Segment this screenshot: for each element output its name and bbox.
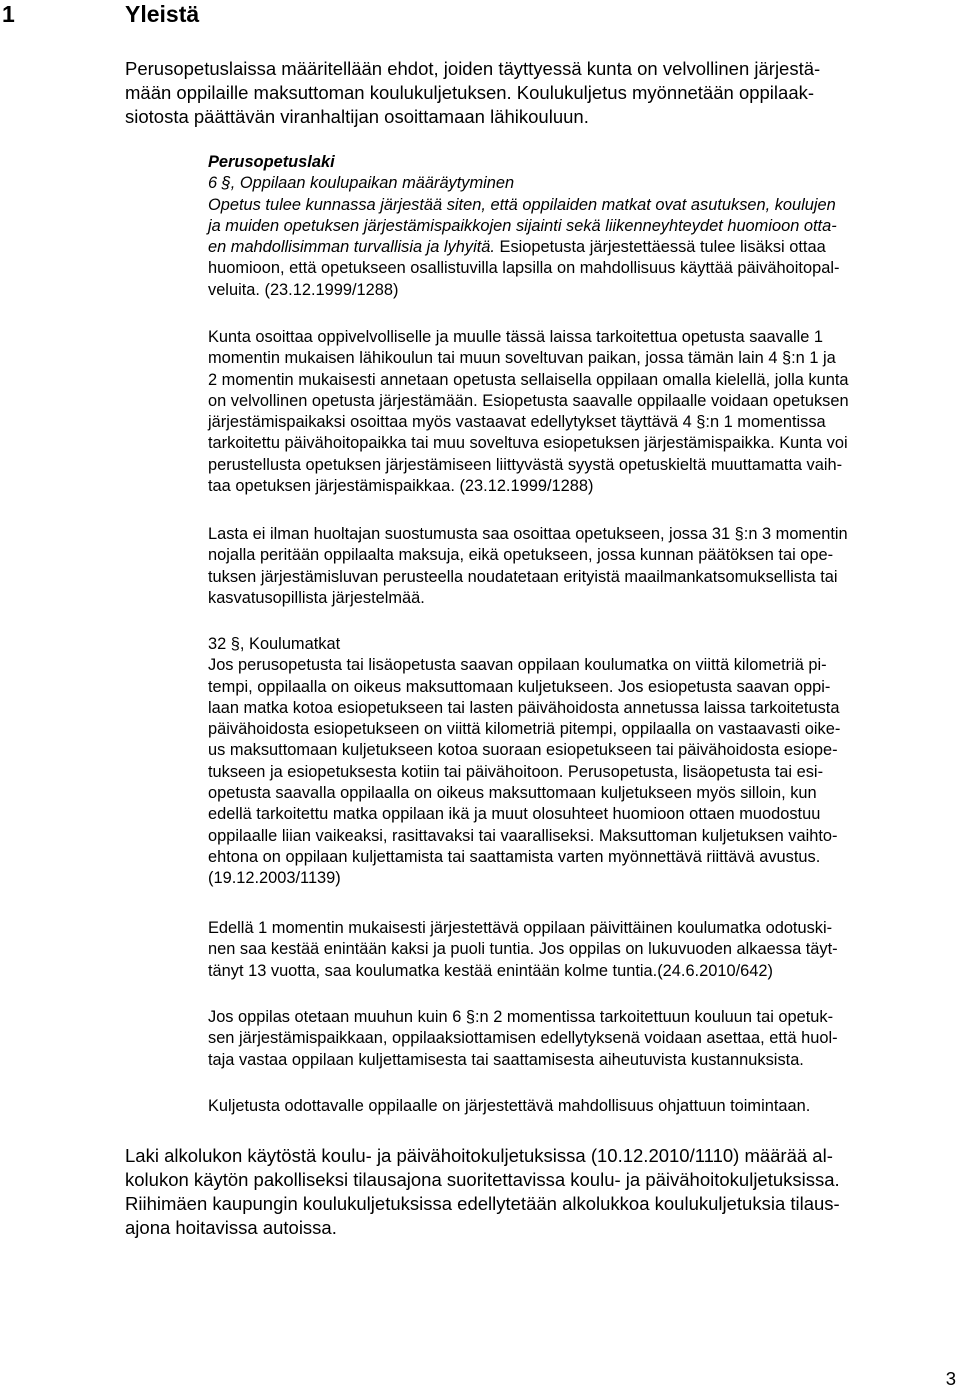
closing-line: kolukon käytön pakolliseksi tilausajona suoritettavissa koulu- ja päivähoitokuljetuksissa. (125, 1169, 840, 1190)
section-number: 1 (2, 1, 15, 27)
law-quote-section-32 (208, 634, 953, 890)
intro-paragraph (125, 57, 925, 129)
quote-line: tukseen ja esiopetuksesta kotiin tai päivähoitoon. Perusopetusta, lisäopetusta tai esi- (208, 762, 824, 781)
quote-line: tänyt 13 vuotta, saa koulumatka kestää enintään kolme tuntia.(24.6.2010/642) (208, 961, 773, 980)
quote-line-mixed (208, 237, 953, 258)
section-32-paragraph-3 (208, 1007, 953, 1071)
quote-line: 2 momentin mukaisesti annetaan opetusta sellaisella oppilaan omalla kielellä, jolla kunta (208, 370, 849, 389)
quote-line: Lasta ei ilman huoltajan suostumusta saa osoittaa opetukseen, jossa 31 §:n 3 momentin (208, 525, 848, 543)
quote-line: ehtona on oppilaan kuljettamista tai saattamista varten myönnettävä riittävä avustus. (208, 847, 821, 866)
quote-line: us maksuttomaan kuljetukseen kotoa suoraan esiopetukseen tai päivähoidosta esiope- (208, 741, 838, 760)
quote-line: laan matka kotoa esiopetukseen tai lasten päivähoidosta annetussa laissa tarkoitetusta (208, 698, 840, 717)
quote-line: edellä tarkoitettu matka oppilaan ikä ja muut olosuhteet huomioon ottaen muodostuu (208, 805, 821, 824)
quote-line: (19.12.2003/1139) (208, 869, 341, 888)
quote-line: nen saa kestää enintään kaksi ja puoli tuntia. Jos oppilas on lukuvuoden alkaessa täyt- (208, 940, 838, 959)
intro-line: mään oppilaille maksuttoman koulukuljetuksen. Koulukuljetus myönnetään oppilaak- (125, 82, 815, 103)
page-number: 3 (945, 1368, 956, 1389)
closing-line: Riihimäen kaupungin koulukuljetuksissa edellytetään alkolukkoa koulukuljetuksia tilaus- (125, 1193, 840, 1214)
quote-line: opetusta saavalla oppilaalla on oikeus maksuttomaan kuljetukseen myös silloin, kun (208, 784, 817, 803)
quote-line: on velvollinen opetusta järjestämään. Esiopetusta saavalle oppilaalle voidaan opetuksen (208, 391, 849, 410)
law-title: Perusopetuslaki (208, 153, 335, 171)
section-32-paragraph-4 (208, 1096, 953, 1117)
section-6-paragraph-2 (208, 327, 953, 497)
closing-paragraph (125, 1144, 925, 1240)
section-title: Yleistä (125, 1, 200, 27)
quote-line: oppilaalle liian vaikeaksi, rasittavaksi tai vaaralliseksi. Maksuttoman kuljetuksen vaihto- (208, 826, 838, 845)
quote-line: tuksen järjestämisluvan perusteella noudatetaan erityistä maailmankatsomuksellista tai (208, 567, 838, 586)
section-6-paragraph-3 (208, 524, 953, 609)
quote-line: Opetus tulee kunnassa järjestää siten, että oppilaiden matkat ovat asutuksen, koulujen (208, 195, 836, 214)
section-32-heading: 32 §, Koulumatkat (208, 635, 341, 653)
quote-line: sen järjestämispaikkaan, oppilaaksiottamisen edellytyksenä voidaan asettaa, että huol- (208, 1029, 838, 1048)
quote-line: päivähoidosta esiopetukseen on viittä kilometriä pitempi, oppilaalla on vastaavasti oike- (208, 720, 841, 739)
quote-line: taja vastaa oppilaan kuljettamisesta tai saattamisesta aiheutuvista kustannuksista. (208, 1050, 804, 1069)
closing-line: Laki alkolukon käytöstä koulu- ja päivähoitokuljetuksissa (10.12.2010/1110) määrää al- (125, 1145, 833, 1166)
quote-line: taa opetuksen järjestämispaikkaa. (23.12.1999/1288) (208, 477, 594, 496)
quote-line: ja muiden opetuksen järjestämispaikkojen sijainti sekä liikenneyhteydet huomioon otta- (208, 216, 837, 235)
quote-line: veluita. (23.12.1999/1288) (208, 280, 399, 299)
quote-line: tarkoitettu päivähoitopaikka tai muu soveltuva esiopetuksen järjestämispaikka. Kunta voi (208, 434, 848, 453)
quote-line: Jos oppilas otetaan muuhun kuin 6 §:n 2 momentissa tarkoitettuun kouluun tai opetuk- (208, 1008, 834, 1026)
quote-line: järjestämispaikaksi osoittaa myös vastaavat edellytykset täyttävä 4 §:n 1 momentissa (208, 413, 826, 432)
quote-line: Kunta osoittaa oppivelvolliselle ja muulle tässä laissa tarkoitettua opetusta saavalle 1 (208, 328, 824, 346)
quote-italic-part: en mahdollisimman turvallisia ja lyhyitä. (208, 238, 495, 257)
law-quote-section-6 (208, 152, 953, 301)
section-32-paragraph-2 (208, 918, 953, 982)
quote-line: Jos perusopetusta tai lisäopetusta saavan oppilaan koulumatka on viittä kilometriä pi- (208, 656, 827, 675)
quote-normal-part: Esiopetusta järjestettäessä tulee lisäksi ottaa (494, 238, 826, 257)
closing-line: ajona hoitavissa autoissa. (125, 1217, 337, 1238)
section-6-heading: 6 §, Oppilaan koulupaikan määräytyminen (208, 174, 515, 193)
quote-line: tempi, oppilaalla on oikeus maksuttomaan kuljetukseen. Jos esiopetusta saavan oppi- (208, 677, 831, 696)
quote-line: Kuljetusta odottavalle oppilaalle on järjestettävä mahdollisuus ohjattuun toimintaan. (208, 1097, 811, 1115)
quote-line: momentin mukaisen lähikoulun tai muun soveltuvan paikan, jossa tämän lain 4 §:n 1 ja (208, 349, 836, 368)
section-heading (0, 0, 400, 30)
intro-line: Perusopetuslaissa määritellään ehdot, joiden täyttyessä kunta on velvollinen järjestä- (125, 58, 821, 79)
quote-line: huomioon, että opetukseen osallistuvilla lapsilla on mahdollisuus käyttää päivähoitopal- (208, 259, 840, 278)
quote-line: kasvatusopillista järjestelmää. (208, 588, 425, 607)
quote-line: nojalla peritään oppilaalta maksuja, eikä opetukseen, jossa kunnan päätöksen tai ope- (208, 546, 834, 565)
quote-line: perustellusta opetuksen järjestämiseen liittyvästä syystä opetuskieltä muuttamatta vaih- (208, 455, 843, 474)
quote-line: Edellä 1 momentin mukaisesti järjestettävä oppilaan päivittäinen koulumatka odotuski- (208, 919, 833, 937)
intro-line: siotosta päättävän viranhaltijan osoittamaan lähikouluun. (125, 106, 589, 127)
